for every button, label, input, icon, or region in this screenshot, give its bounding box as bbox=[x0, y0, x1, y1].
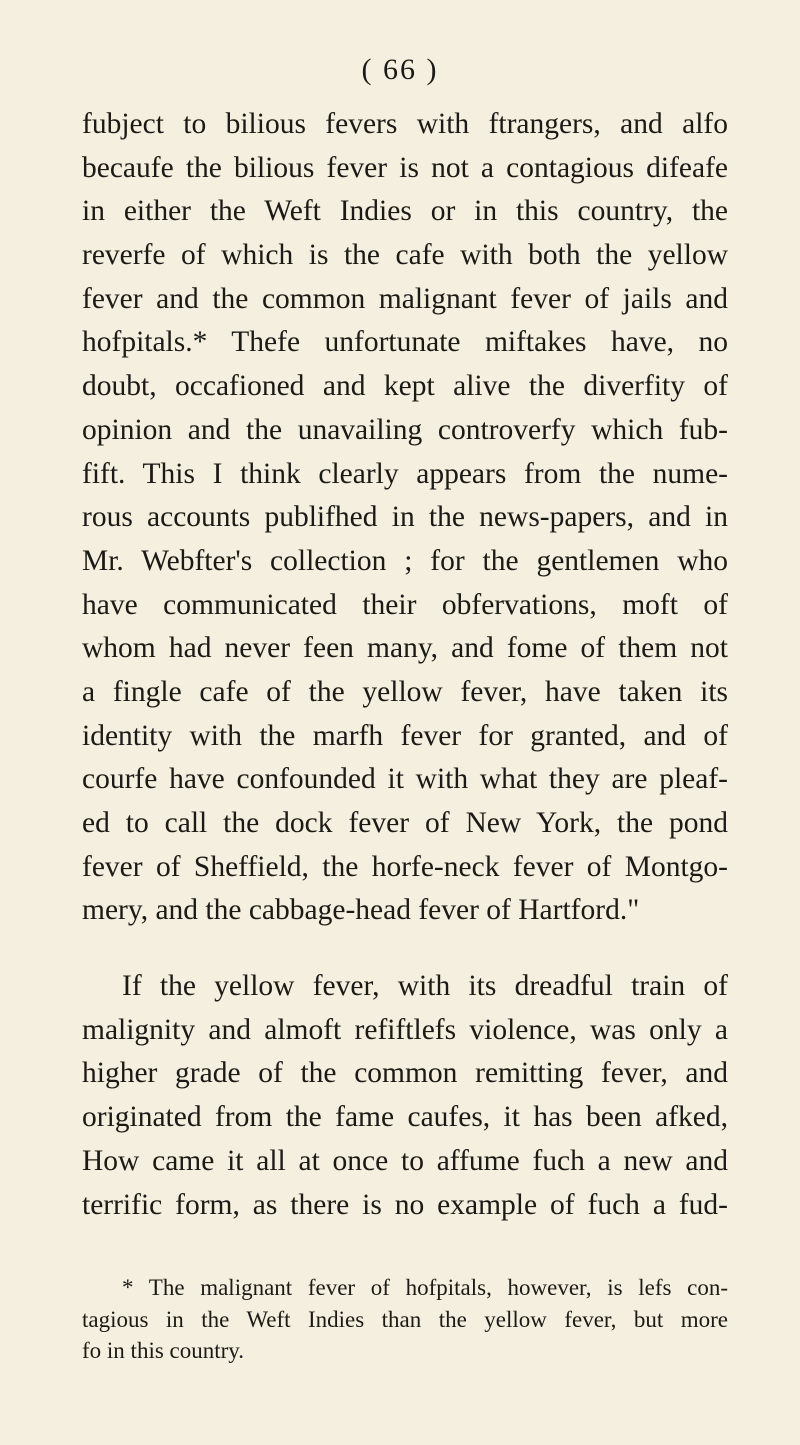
text-line: opinion and the unavailing controverfy which fub- bbox=[82, 413, 728, 446]
text-line: fever and the common malignant fever of jails and bbox=[82, 282, 728, 315]
footnote bbox=[82, 1272, 728, 1367]
text-line: ed to call the dock fever of New York, the pond bbox=[82, 807, 728, 839]
text-line: malignity and almoft refiftlefs violence, was only a bbox=[82, 1013, 728, 1046]
text-line: a fingle cafe of the yellow fever, have taken its bbox=[82, 675, 728, 708]
text-line: in either the Weft Indies or in this country, the bbox=[82, 195, 728, 228]
text-line: higher grade of the common remitting fever, and bbox=[82, 1057, 728, 1090]
paragraph-2 bbox=[82, 965, 728, 1227]
paragraph-1 bbox=[82, 103, 728, 933]
body-text bbox=[82, 103, 728, 1227]
text-line: hofpitals.* Thefe unfortunate miftakes have, no bbox=[82, 326, 728, 359]
text-line: have communicated their obfervations, moft of bbox=[82, 588, 728, 621]
text-line: courfe have confounded it with what they are pleaf- bbox=[82, 763, 728, 796]
text-line: Mr. Webfter's collection ; for the gentlemen who bbox=[82, 544, 728, 577]
text-line: If the yellow fever, with its dreadful train of bbox=[122, 970, 728, 1003]
text-line: How came it all at once to affume fuch a new and bbox=[82, 1144, 728, 1177]
text-line: mery, and the cabbage-head fever of Hartford." bbox=[82, 894, 640, 927]
text-line: terrific form, as there is no example of fuch a fud- bbox=[82, 1188, 728, 1221]
text-line: fift. This I think clearly appears from the nume- bbox=[82, 457, 728, 490]
text-line: rous accounts publifhed in the news-papers, and in bbox=[82, 501, 728, 534]
page-number: ( 66 ) bbox=[361, 53, 439, 86]
text-line: whom had never feen many, and fome of them not bbox=[82, 632, 728, 665]
text-line: reverfe of which is the cafe with both the yellow bbox=[82, 239, 728, 272]
paragraph-spacer bbox=[82, 933, 728, 965]
text-line: fever of Sheffield, the horfe-neck fever of Montgo- bbox=[82, 850, 728, 883]
text-line: originated from the fame caufes, it has been afked, bbox=[82, 1101, 728, 1134]
footnote-line: * The malignant fever of hofpitals, however, is lefs con- bbox=[122, 1275, 728, 1300]
footnote-line: tagious in the Weft Indies than the yellow fever, but more bbox=[82, 1306, 728, 1332]
text-line: becaufe the bilious fever is not a contagious difeafe bbox=[82, 151, 728, 184]
text-line: doubt, occafioned and kept alive the diverfity of bbox=[82, 370, 728, 403]
text-line: identity with the marfh fever for granted, and of bbox=[82, 719, 728, 752]
footnote-line: fo in this country. bbox=[82, 1338, 245, 1363]
text-line: fubject to bilious fevers with ftrangers, and alfo bbox=[82, 108, 728, 140]
